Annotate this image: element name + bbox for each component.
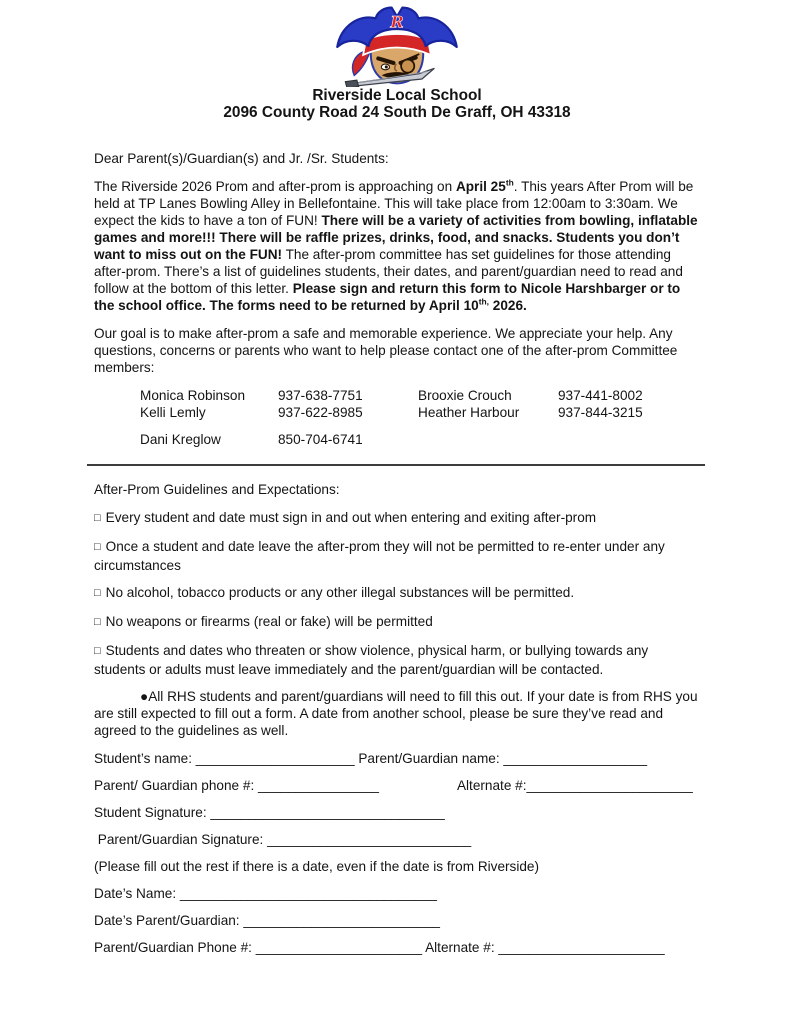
form-line-dates-parent bbox=[94, 912, 700, 929]
dot-bullet-icon: ● bbox=[140, 689, 149, 704]
alternate-phone-blank: ______________________ bbox=[526, 778, 693, 793]
parent-signature-blank: ___________________________ bbox=[267, 832, 472, 847]
form-line-student-signature bbox=[94, 804, 700, 821]
student-name-label: Student’s name: bbox=[94, 751, 196, 766]
guideline-text: Students and dates who threaten or show violence, physical harm, or bullying towards any students or adults must leave immediately and the parent/guardian will be contacted. bbox=[94, 643, 649, 677]
prom-date: April 25 bbox=[455, 179, 506, 194]
form-line-student-name bbox=[94, 750, 700, 767]
school-logo bbox=[94, 5, 700, 87]
rhs-note-text: All RHS students and parent/guardians will need to fill this out. If your date is from RHS you are still expected to fill out a form. A date from another school, please be sure they’ve read and agreed to the guidelines as well. bbox=[94, 689, 698, 738]
form-line-phone bbox=[94, 777, 700, 794]
committee-member-name: Brooxie Crouch bbox=[418, 388, 512, 403]
pg-phone-label: Parent/Guardian Phone #: bbox=[94, 940, 256, 955]
square-bullet-icon: □ bbox=[94, 512, 101, 524]
return-instructions-bold: Please sign and return this form to Nicole Harshbarger or to the school office. The forms need to be returned by April 10 bbox=[94, 281, 681, 313]
parent-signature-label: Parent/Guardian Signature: bbox=[94, 832, 268, 847]
due-date-ordinal: th, bbox=[478, 296, 490, 307]
dates-name-label: Date’s Name: bbox=[94, 886, 180, 901]
parent-name-label: Parent/Guardian name: bbox=[358, 751, 504, 766]
letter-body bbox=[94, 150, 700, 956]
guideline-text: No alcohol, tobacco products or any other illegal substances will be permitted. bbox=[105, 585, 575, 600]
school-name: Riverside Local School bbox=[312, 87, 482, 104]
guidelines-heading: After-Prom Guidelines and Expectations: bbox=[94, 482, 340, 497]
alternate-phone-label: Alternate #: bbox=[456, 778, 527, 793]
committee-member-phone: 937-844-3215 bbox=[558, 405, 643, 420]
committee-member-phone: 850-704-6741 bbox=[278, 432, 363, 447]
committee-row bbox=[140, 387, 700, 404]
parent-name-blank: ___________________ bbox=[503, 751, 648, 766]
intro-paragraph: The Riverside 2026 Prom and after-prom is approaching on April 25th. This years After Prom will be held at TP Lanes Bowling Alley in Bellefontaine. This will take place from 12:00am to 3:30am. We expect the kids to have a ton of FUN! There will be a variety of activities from bowling, inflatable games and more!!! There will be raffle prizes, drinks, food, and snacks. Students you don’t want to miss out on the FUN! The after-prom committee has set guidelines for those attending after-prom. There’s a list of guidelines students, their dates, and parent/guardian need to read and follow at the bottom of this letter. Please sign and return this form to Nicole Harshbarger or to the school office. The forms need to be returned by April $10^{th,}$ 2026. bbox=[94, 177, 698, 313]
guideline-item bbox=[94, 613, 700, 632]
committee-row bbox=[140, 404, 700, 421]
guideline-item bbox=[94, 584, 700, 603]
square-bullet-icon: □ bbox=[94, 645, 101, 657]
goal-paragraph: Our goal is to make after-prom a safe and memorable experience. We appreciate your help. Any questions, concerns or parents who want to help please contact one of the after-prom Committee members: bbox=[94, 326, 678, 375]
alternate2-blank: ______________________ bbox=[498, 940, 665, 955]
guideline-item bbox=[94, 538, 700, 574]
pg-phone-blank: ______________________ bbox=[255, 940, 423, 955]
committee-member-name: Monica Robinson bbox=[140, 388, 246, 403]
form-line-pg-phone bbox=[94, 939, 700, 956]
intro-text: The Riverside 2026 Prom and after-prom is approaching on bbox=[94, 179, 456, 194]
parent-phone-blank: ________________ bbox=[258, 778, 379, 793]
guideline-text: No weapons or firearms (real or fake) will be permitted bbox=[105, 614, 433, 629]
section-divider bbox=[87, 464, 705, 466]
letterhead bbox=[94, 5, 700, 121]
parent-phone-label: Parent/ Guardian phone #: bbox=[94, 778, 258, 793]
form-line-parent-signature bbox=[94, 831, 700, 848]
dates-name-blank: __________________________________ bbox=[179, 886, 437, 901]
committee-member-phone: 937-638-7751 bbox=[278, 388, 363, 403]
committee-member-name: Heather Harbour bbox=[418, 405, 520, 420]
rhs-note bbox=[94, 688, 700, 739]
square-bullet-icon: □ bbox=[94, 587, 101, 599]
committee-member-phone: 937-622-8985 bbox=[278, 405, 363, 420]
school-address: 2096 County Road 24 South De Graff, OH 43318 bbox=[223, 104, 571, 121]
dates-parent-label: Date’s Parent/Guardian: bbox=[94, 913, 244, 928]
activities-bold-text: There will be a variety of activities from bowling, inflatable games and more!!! There will be raffle prizes, drinks, food, and snacks. Students you don’t want to miss out on the FUN! bbox=[94, 213, 698, 262]
committee-member-phone: 937-441-8002 bbox=[558, 388, 643, 403]
square-bullet-icon: □ bbox=[94, 541, 101, 553]
student-signature-label: Student Signature: bbox=[94, 805, 211, 820]
logo-letter: R bbox=[390, 12, 404, 32]
salutation: Dear Parent(s)/Guardian(s) and Jr. /Sr. Students: bbox=[94, 151, 389, 166]
alternate2-label: Alternate #: bbox=[422, 940, 499, 955]
date-instruction-note: (Please fill out the rest if there is a date, even if the date is from Riverside) bbox=[94, 859, 540, 874]
riverside-pirate-mascot-icon bbox=[330, 5, 464, 87]
committee-member-name: Dani Kreglow bbox=[140, 432, 221, 447]
committee-member-name: Kelli Lemly bbox=[140, 405, 206, 420]
committee-row bbox=[140, 431, 700, 448]
square-bullet-icon: □ bbox=[94, 616, 101, 628]
form-line-dates-name bbox=[94, 885, 700, 902]
guideline-item bbox=[94, 642, 700, 678]
guideline-text: Once a student and date leave the after-prom they will not be permitted to re-enter under any circumstances bbox=[94, 539, 665, 573]
student-name-blank: _____________________ bbox=[195, 751, 359, 766]
prom-date-ordinal: th bbox=[505, 177, 514, 188]
guideline-text: Every student and date must sign in and out when entering and exiting after-prom bbox=[105, 510, 597, 525]
guideline-item bbox=[94, 509, 700, 528]
student-signature-blank: _______________________________ bbox=[210, 805, 445, 820]
dates-parent-blank: __________________________ bbox=[243, 913, 440, 928]
committee-contact-list bbox=[140, 387, 700, 448]
